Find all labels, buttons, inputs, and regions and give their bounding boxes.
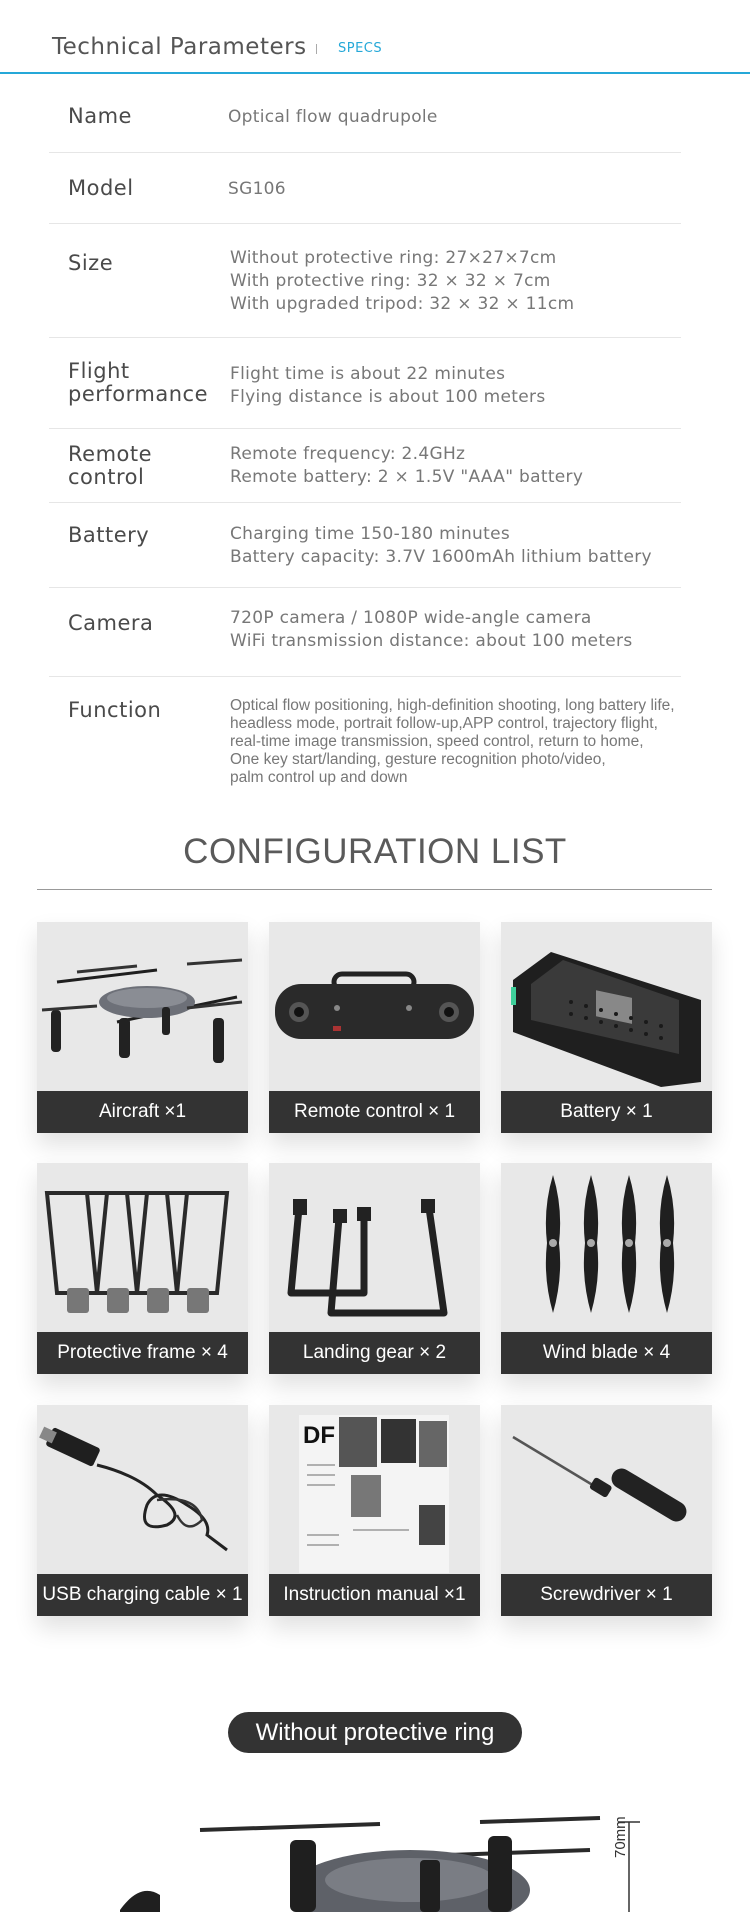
svg-text:DF: DF	[303, 1422, 335, 1449]
config-item-instruction-manual	[269, 1405, 480, 1616]
spec-value: Optical flow quadrupole	[228, 107, 438, 127]
config-item-battery	[501, 922, 712, 1133]
config-item-label: Landing gear × 2	[269, 1332, 480, 1374]
spec-label: Remote control	[68, 442, 153, 489]
spec-row-battery	[49, 503, 681, 588]
section-title: Technical Parameters	[52, 34, 307, 60]
config-item-screwdriver	[501, 1405, 712, 1616]
spec-value: Flight time is about 22 minutes	[230, 364, 506, 384]
section-subtitle: SPECS	[338, 41, 383, 56]
remote-control-image	[269, 922, 480, 1091]
spec-row-camera	[49, 588, 681, 677]
title-divider	[37, 889, 712, 890]
spec-value: Battery capacity: 3.7V 1600mAh lithium battery	[230, 547, 652, 567]
configuration-list-title: CONFIGURATION LIST	[183, 832, 567, 871]
spec-row-name	[49, 80, 681, 153]
config-item-label: Screwdriver × 1	[501, 1574, 712, 1616]
config-item-label: Aircraft ×1	[37, 1091, 248, 1133]
battery-image	[501, 922, 712, 1091]
config-item-protective-frame	[37, 1163, 248, 1374]
protective-frame-image	[37, 1163, 248, 1332]
spec-value: With protective ring: 32 × 32 × 7cm	[230, 271, 551, 291]
spec-row-remote-control	[49, 429, 681, 503]
spec-row-flight-performance	[49, 338, 681, 429]
spec-value: WiFi transmission distance: about 100 meters	[230, 631, 633, 651]
section-header	[0, 0, 750, 74]
usb-cable-image	[37, 1405, 248, 1574]
spec-label: Flight performance	[68, 359, 208, 406]
spec-label: Battery	[68, 523, 150, 547]
config-item-label: USB charging cable × 1	[37, 1574, 248, 1616]
spec-value: 720P camera / 1080P wide-angle camera	[230, 608, 592, 628]
spec-label: Function	[68, 698, 162, 722]
spec-value: Optical flow positioning, high-definition shooting, long battery life,	[230, 697, 675, 714]
spec-value: palm control up and down	[230, 769, 408, 786]
spec-label: Size	[68, 251, 114, 275]
aircraft-image	[37, 922, 248, 1091]
config-item-usb-cable	[37, 1405, 248, 1616]
drone-image	[120, 1800, 640, 1912]
config-item-label: Remote control × 1	[269, 1091, 480, 1133]
spec-value: One key start/landing, gesture recognition photo/video,	[230, 751, 606, 768]
instruction-manual-image	[269, 1405, 480, 1574]
spec-value: SG106	[228, 179, 286, 199]
spec-value: headless mode, portrait follow-up,APP control, trajectory flight,	[230, 715, 658, 732]
config-item-label: Battery × 1	[501, 1091, 712, 1133]
spec-value: real-time image transmission, speed control, return to home,	[230, 733, 644, 750]
config-item-label: Wind blade × 4	[501, 1332, 712, 1374]
config-item-label: Instruction manual ×1	[269, 1574, 480, 1616]
spec-row-function	[49, 677, 681, 797]
config-item-label: Protective frame × 4	[37, 1332, 248, 1374]
spec-label: Name	[68, 104, 132, 128]
spec-label: Camera	[68, 611, 154, 635]
config-item-landing-gear	[269, 1163, 480, 1374]
spec-value: Charging time 150-180 minutes	[230, 524, 510, 544]
config-item-remote-control	[269, 922, 480, 1133]
variant-label-pill: Without protective ring	[228, 1712, 522, 1753]
spec-value: With upgraded tripod: 32 × 32 × 11cm	[230, 294, 575, 314]
screwdriver-image	[501, 1405, 712, 1574]
dimension-label: 70mm	[612, 1816, 629, 1858]
spec-value: Remote frequency: 2.4GHz	[230, 444, 466, 464]
spec-value: Without protective ring: 27×27×7cm	[230, 248, 557, 268]
spec-label: Model	[68, 176, 134, 200]
spec-row-size	[49, 224, 681, 338]
wind-blade-image	[501, 1163, 712, 1332]
spec-row-model	[49, 153, 681, 224]
config-item-aircraft	[37, 922, 248, 1133]
spec-value: Flying distance is about 100 meters	[230, 387, 546, 407]
spec-value: Remote battery: 2 × 1.5V "AAA" battery	[230, 467, 584, 487]
title-divider	[316, 44, 317, 54]
landing-gear-image	[269, 1163, 480, 1332]
config-item-wind-blade	[501, 1163, 712, 1374]
